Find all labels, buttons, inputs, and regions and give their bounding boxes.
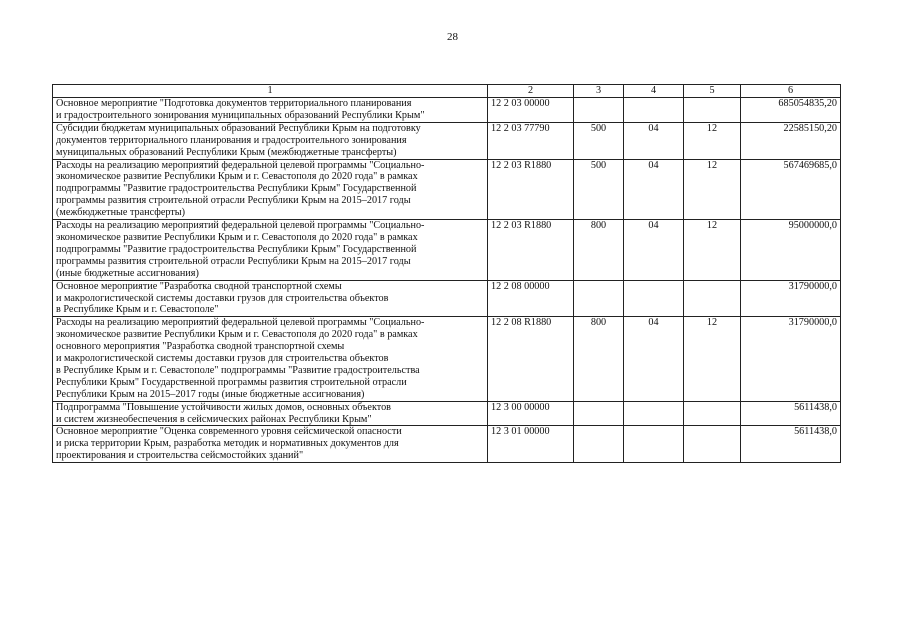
row-amount: 5611438,0 — [741, 426, 841, 463]
budget-table — [52, 84, 841, 463]
row-description: Субсидии бюджетам муниципальных образований Республики Крым на подготовку документов территориального планирования и градостроительного зонирования муниципальных образований Республики Крым (межбюджетные трансферты) — [53, 122, 488, 159]
table-row — [53, 426, 841, 463]
row-section — [624, 280, 684, 317]
row-amount: 567469685,0 — [741, 159, 841, 220]
row-description: Основное мероприятие "Оценка современного уровня сейсмической опасности и риска территории Крым, разработка методик и нормативных документов для проектирования и строительства сейсмостойких зданий" — [53, 426, 488, 463]
row-expense-type: 500 — [574, 159, 624, 220]
row-subsection — [684, 98, 741, 123]
column-header: 4 — [624, 85, 684, 98]
table-row — [53, 220, 841, 281]
row-description: Расходы на реализацию мероприятий федеральной целевой программы "Социально- экономическое развитие Республики Крым и г. Севастополя до 2020 года" в рамках подпрограммы "Развитие градостроительства Республики Крым" Государственной программы развития строительной отрасли Республики Крым на 2015–2017 годы (иные бюджетные ассигнования) — [53, 220, 488, 281]
row-section — [624, 426, 684, 463]
row-subsection: 12 — [684, 122, 741, 159]
row-subsection: 12 — [684, 220, 741, 281]
column-header: 6 — [741, 85, 841, 98]
row-section: 04 — [624, 122, 684, 159]
row-classification-code: 12 2 03 R1880 — [488, 220, 574, 281]
row-section: 04 — [624, 317, 684, 401]
row-classification-code: 12 2 03 00000 — [488, 98, 574, 123]
row-description: Расходы на реализацию мероприятий федеральной целевой программы "Социально- экономическое развитие Республики Крым и г. Севастополя до 2020 года" в рамках основного мероприятия "Разработка сводной транспортной схемы и макрологистической системы доставки грузов для строительства объектов в Республике Крым и г. Севастополе" подпрограммы "Развитие градостроительства Республики Крым" Государственной программы развития строительной отрасли Республики Крым на 2015–2017 годы (иные бюджетные ассигнования) — [53, 317, 488, 401]
row-description: Основное мероприятие "Подготовка документов территориального планирования и градостроительного зонирования муниципальных образований Республики Крым" — [53, 98, 488, 123]
row-expense-type: 500 — [574, 122, 624, 159]
table-row — [53, 159, 841, 220]
column-header: 3 — [574, 85, 624, 98]
row-amount: 685054835,20 — [741, 98, 841, 123]
row-amount: 5611438,0 — [741, 401, 841, 426]
page-number: 28 — [447, 31, 458, 43]
column-header: 5 — [684, 85, 741, 98]
row-description: Расходы на реализацию мероприятий федеральной целевой программы "Социально- экономическое развитие Республики Крым и г. Севастополя до 2020 года" в рамках подпрограммы "Развитие градостроительства Республики Крым" Государственной программы развития строительной отрасли Республики Крым на 2015–2017 годы (межбюджетные трансферты) — [53, 159, 488, 220]
row-description: Подпрограмма "Повышение устойчивости жилых домов, основных объектов и систем жизнеобеспечения в сейсмических районах Республики Крым" — [53, 401, 488, 426]
row-expense-type — [574, 98, 624, 123]
row-subsection — [684, 426, 741, 463]
row-amount: 31790000,0 — [741, 280, 841, 317]
row-classification-code: 12 2 08 R1880 — [488, 317, 574, 401]
row-expense-type — [574, 401, 624, 426]
row-classification-code: 12 3 00 00000 — [488, 401, 574, 426]
table-row — [53, 122, 841, 159]
row-classification-code: 12 2 03 77790 — [488, 122, 574, 159]
row-classification-code: 12 2 03 R1880 — [488, 159, 574, 220]
row-classification-code: 12 3 01 00000 — [488, 426, 574, 463]
row-subsection — [684, 401, 741, 426]
row-subsection: 12 — [684, 159, 741, 220]
row-amount: 95000000,0 — [741, 220, 841, 281]
table-row — [53, 98, 841, 123]
row-description: Основное мероприятие "Разработка сводной транспортной схемы и макрологистической системы доставки грузов для строительства объектов в Республике Крым и г. Севастополе" — [53, 280, 488, 317]
row-amount: 22585150,20 — [741, 122, 841, 159]
row-section: 04 — [624, 159, 684, 220]
row-section: 04 — [624, 220, 684, 281]
table-row — [53, 401, 841, 426]
row-expense-type: 800 — [574, 317, 624, 401]
row-amount: 31790000,0 — [741, 317, 841, 401]
table-header-row — [53, 85, 841, 98]
row-expense-type — [574, 426, 624, 463]
row-expense-type: 800 — [574, 220, 624, 281]
table-row — [53, 280, 841, 317]
row-section — [624, 401, 684, 426]
column-header: 1 — [53, 85, 488, 98]
row-subsection — [684, 280, 741, 317]
table-row — [53, 317, 841, 401]
row-expense-type — [574, 280, 624, 317]
row-classification-code: 12 2 08 00000 — [488, 280, 574, 317]
row-section — [624, 98, 684, 123]
column-header: 2 — [488, 85, 574, 98]
row-subsection: 12 — [684, 317, 741, 401]
